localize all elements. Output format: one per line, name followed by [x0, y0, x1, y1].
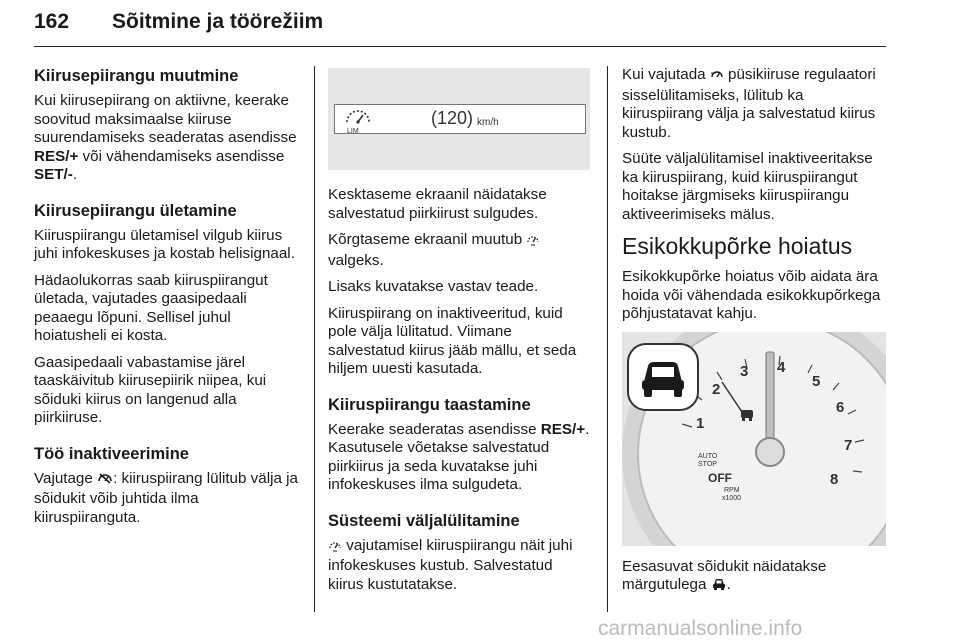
speed-limiter-icon — [328, 538, 342, 558]
column-2 — [328, 66, 592, 602]
vehicle-ahead-icon — [711, 577, 727, 597]
rpm-label: RPM — [724, 486, 740, 494]
column-1 — [34, 66, 302, 535]
section-title-forward-collision: Esikokkupõrke hoiatus — [622, 233, 853, 259]
paragraph: vajutamisel kiiruspiirangu näit juhi infokeskuses kustub. Salvestatud kiirus kustutatakse. — [328, 536, 573, 593]
page-number: 162 — [34, 10, 70, 33]
set-label: SET/- — [34, 166, 73, 183]
paragraph: Lisaks kuvatakse vastav teade. — [328, 278, 539, 295]
display-panel — [334, 104, 586, 134]
cancel-speed-icon — [97, 471, 113, 491]
column-divider-2 — [607, 66, 608, 612]
paragraph: Kiiruspiirangu ületamisel vilgub kiirus juhi infokeskuses ja kostab helisignaal. — [34, 226, 295, 262]
header-divider — [34, 46, 886, 47]
watermark: carmanualsonline.info — [598, 617, 803, 640]
tachometer-illustration — [622, 332, 886, 546]
tick-5: 5 — [812, 372, 821, 390]
auto-stop-label-2: STOP — [698, 460, 717, 468]
column-divider-1 — [314, 66, 315, 612]
paragraph: Kiiruspiirang on inaktiveeritud, kuid pole välja lülitatud. Viimane salvestatud kiirus jääb mällu, et seda hiljem uuesti kasutada. — [328, 304, 577, 377]
speed-unit: km/h — [477, 117, 499, 128]
paragraph: Süüte väljalülitamisel inaktiveeritakse ka kiiruspiirang, kuid kiiruspiirangut hoitakse järgmiseks kiiruspiirangu aktiveerimiseks mälus. — [622, 150, 873, 223]
paragraph: Kõrgtaseme ekraanil muutub valgeks. — [328, 231, 592, 270]
tick-7: 7 — [844, 436, 853, 454]
paragraph: Gaasipedaali vabastamise järel taaskäivitub kiirusepiirik niipea, kui sõiduki kiirus on langenud alla piirkiiruse. — [34, 353, 267, 426]
paragraph: Eesasuvat sõidukit näidatakse märgutulega . — [622, 558, 886, 597]
res-label: RES/+ — [34, 147, 79, 165]
column-3 — [622, 66, 886, 605]
tick-3: 3 — [740, 362, 749, 380]
tick-1: 1 — [696, 414, 705, 432]
needle-hub — [756, 438, 784, 466]
paragraph: Kui kiirusepiirang on aktiivne, keerake soovitud maksimaalse kiiruse suurendamiseks seaderatas asendisse RES/+ või vähendamiseks asendisse SET/-. — [34, 92, 297, 183]
section-title-deactivation: Töö inaktiveerimine — [34, 444, 189, 463]
page-header — [34, 8, 886, 38]
paragraph: Kesktaseme ekraanil näidatakse salvestatud piirkiirust sulgudes. — [328, 186, 547, 222]
tick-4: 4 — [777, 358, 786, 376]
page-title: Sõitmine ja töörežiim — [112, 10, 324, 33]
tick-8: 8 — [830, 470, 839, 488]
paragraph: Esikokkupõrke hoiatus võib aidata ära hoida või vähendada esikokkupõrkega põhjustatavat kahju. — [622, 268, 881, 322]
tick-2: 2 — [712, 380, 721, 398]
paragraph: Vajutage : kiiruspiirang lülitub välja ja sõidukit võib juhtida ilma kiiruspiiranguta. — [34, 469, 298, 526]
speed-limiter-icon — [526, 232, 540, 252]
cruise-control-icon — [710, 67, 724, 87]
section-title-switch-off: Süsteemi väljalülitamine — [328, 511, 520, 530]
section-title-restore: Kiiruspiirangu taastamine — [328, 395, 531, 414]
lim-label: LIM — [347, 128, 359, 135]
tachometer-svg — [622, 332, 886, 546]
rpm-multiplier-label: x1000 — [722, 494, 742, 502]
tick-6: 6 — [836, 398, 845, 416]
res-label: RES/+ — [540, 420, 586, 438]
paragraph: Hädaolukorras saab kiiruspiirangut ületada, vajutades gaasipedaali peaaegu lõpuni. Sellisel juhul hoiatusheli ei kosta. — [34, 271, 268, 344]
paragraph: Keerake seaderatas asendisse RES/+. Kasutusele võetakse salvestatud piirkiirus ja seda kuvatakse juhi infokeskuses ilma sulgudeta. — [328, 420, 590, 493]
section-title-limit-change: Kiirusepiirangu muutmine — [34, 67, 239, 85]
speed-value: (120) — [431, 108, 474, 128]
speed-limiter-display-illustration — [328, 68, 590, 170]
gauge-needle — [766, 352, 774, 448]
section-title-limit-exceed: Kiirusepiirangu ületamine — [34, 201, 237, 220]
paragraph: Kui vajutada püsikiiruse regulaatori sisselülitamiseks, lülitub ka kiiruspiirang välja ja salvestatud kiirus kustub. — [622, 66, 876, 141]
off-label: OFF — [708, 470, 732, 485]
auto-stop-label: AUTO — [698, 452, 718, 460]
